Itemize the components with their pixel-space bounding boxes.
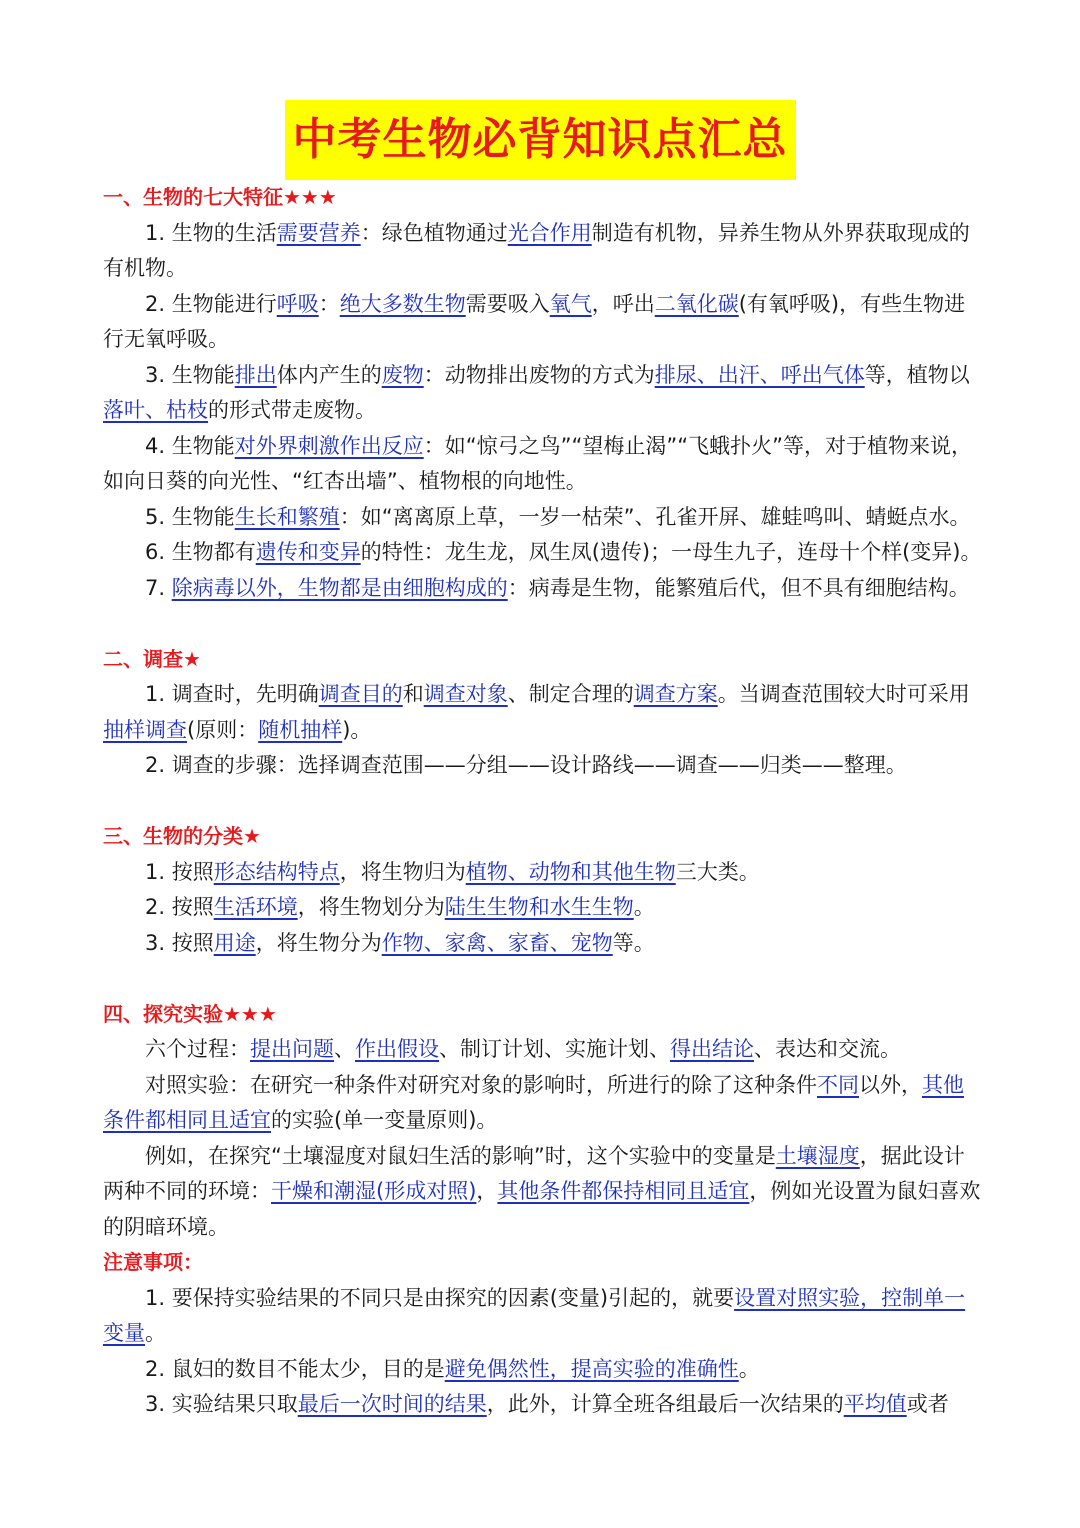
paragraph — [103, 429, 983, 500]
text-segment: ，例如光设置为鼠妇喜欢的阴暗环境。 — [103, 1179, 981, 1239]
text-segment: 和 — [402, 682, 424, 706]
key-term: 作物、家禽、家畜、宠物 — [381, 930, 613, 955]
text-segment: ，此外，计算全班各组最后一次结果的 — [486, 1392, 844, 1416]
section-gap — [103, 606, 983, 642]
text-segment: 3. 实验结果只取 — [145, 1392, 298, 1416]
key-term: 抽样调查 — [103, 717, 187, 742]
paragraph — [103, 855, 983, 891]
text-segment: 、表达和交流。 — [754, 1037, 901, 1061]
text-segment: 等，植物以 — [864, 362, 970, 387]
key-term: 呼吸 — [276, 291, 319, 316]
page-title: 中考生物必背知识点汇总 — [285, 100, 796, 180]
text-segment: 3. 按照 — [145, 930, 214, 955]
text-segment: 1. 按照 — [145, 859, 214, 884]
key-term: 排尿、出汗、呼出气体 — [654, 362, 865, 387]
text-segment: ，将生物分为 — [255, 930, 382, 955]
text-segment: 或者 — [906, 1392, 949, 1416]
text-segment: ， — [476, 1179, 498, 1203]
section-heading: 二、调查★ — [103, 646, 201, 671]
paragraph — [103, 1139, 983, 1246]
text-segment: )。 — [342, 717, 372, 742]
key-term: 陆生生物和水生生物 — [444, 895, 634, 919]
text-segment: 2. 按照 — [145, 895, 214, 919]
key-term: 用途 — [213, 930, 256, 955]
key-term: 作出假设 — [355, 1037, 439, 1061]
text-segment: 对照实验：在研究一种条件对研究对象的影响时，所进行的除了这种条件 — [145, 1072, 817, 1097]
text-segment: 。 — [145, 1321, 166, 1345]
paragraph — [103, 216, 983, 287]
key-term: 落叶、枯枝 — [103, 398, 208, 422]
section-gap — [103, 784, 983, 820]
text-segment: 。 — [738, 1356, 760, 1381]
section-heading: 一、生物的七大特征★★★ — [103, 185, 337, 209]
text-segment: 7. — [145, 575, 172, 600]
key-term: 避免偶然性，提高实验的准确性 — [444, 1356, 739, 1381]
key-term: 废物 — [381, 362, 424, 387]
text-segment: 6. 生物都有 — [145, 540, 256, 564]
text-segment: 的形式带走废物。 — [208, 398, 376, 422]
text-segment: ，呼出 — [591, 291, 655, 316]
text-segment: 等。 — [612, 930, 655, 955]
paragraph — [103, 1281, 983, 1352]
paragraph — [103, 358, 983, 429]
section-gap — [103, 961, 983, 997]
key-term: 干燥和潮湿(形成对照) — [271, 1179, 477, 1203]
key-term: 随机抽样 — [258, 717, 343, 742]
key-term: 绝大多数生物 — [339, 291, 466, 316]
text-segment: ：动物排出废物的方式为 — [423, 362, 655, 387]
text-segment: 三大类。 — [675, 859, 760, 884]
text-segment: 1. 生物的生活 — [145, 220, 277, 245]
text-segment: ：如“离离原上草，一岁一枯荣”、孔雀开屏、雄蛙鸣叫、蜻蜓点水。 — [339, 504, 971, 529]
text-segment: ：如“惊弓之鸟”“望梅止渴”“飞蛾扑火”等，对于植物来说，如向日葵的向光性、“红杏出墙”、植物根的向地性。 — [103, 433, 972, 493]
key-term: 得出结论 — [670, 1037, 754, 1061]
text-segment: 的实验(单一变量原则)。 — [271, 1108, 498, 1132]
key-term: 氧气 — [549, 291, 592, 316]
text-segment: (原则： — [187, 717, 259, 742]
key-term: 调查对象 — [423, 682, 508, 706]
key-term: 遗传和变异 — [255, 540, 361, 564]
paragraph — [103, 890, 983, 926]
text-segment: 2. 生物能进行 — [145, 291, 277, 316]
section-heading: 注意事项： — [103, 1250, 203, 1274]
key-term: 平均值 — [843, 1392, 907, 1416]
text-segment: 1. 要保持实验结果的不同只是由探究的因素(变量)引起的，就要 — [145, 1285, 735, 1310]
text-segment: 制造有机物，异养生物从外界获取现成的有机物。 — [103, 220, 970, 280]
title-wrap — [0, 100, 1080, 180]
paragraph — [103, 1068, 983, 1139]
key-term: 其他条件都相同且适宜 — [103, 1072, 964, 1132]
key-term: 排出 — [234, 362, 277, 387]
text-segment: 的特性：龙生龙，凤生凤(遗传)；一母生九子，连母十个样(变异)。 — [360, 540, 982, 564]
paragraph — [103, 571, 983, 607]
key-term: 光合作用 — [507, 220, 592, 245]
text-segment: 六个过程： — [145, 1037, 250, 1061]
key-term: 植物、动物和其他生物 — [465, 859, 676, 884]
paragraph — [103, 287, 983, 358]
text-segment: ：绿色植物通过 — [360, 220, 508, 245]
text-segment: 2. 调查的步骤：选择调查范围——分组——设计路线——调查——归类——整理。 — [145, 753, 907, 777]
key-term: 除病毒以外，生物都是由细胞构成的 — [171, 575, 508, 600]
key-term: 最后一次时间的结果 — [297, 1392, 487, 1416]
text-segment: ，将生物划分为 — [297, 895, 445, 919]
text-segment: 、 — [334, 1037, 355, 1061]
text-segment: 1. 调查时，先明确 — [145, 682, 319, 706]
key-term: 调查方案 — [633, 682, 718, 706]
text-segment: 例如，在探究“土壤湿度对鼠妇生活的影响”时，这个实验中的变量是 — [145, 1143, 776, 1168]
text-segment: ： — [318, 291, 340, 316]
paragraph — [103, 926, 983, 962]
key-term: 对外界刺激作出反应 — [234, 433, 424, 458]
paragraph — [103, 500, 983, 536]
key-term: 生长和繁殖 — [234, 504, 340, 529]
paragraph — [103, 535, 983, 571]
paragraph — [103, 1032, 983, 1068]
key-term: 土壤湿度 — [775, 1143, 860, 1168]
text-segment: 以外， — [859, 1072, 922, 1097]
key-term: 设置对照实验，控制单一变量 — [103, 1285, 966, 1345]
key-term: 其他条件都保持相同且适宜 — [497, 1179, 750, 1203]
key-term: 调查目的 — [318, 682, 403, 706]
text-segment: 、制订计划、实施计划、 — [439, 1037, 670, 1061]
text-segment: ，将生物归为 — [339, 859, 466, 884]
section-heading: 三、生物的分类★ — [103, 824, 261, 848]
key-term: 需要营养 — [276, 220, 361, 245]
key-term: 二氧化碳 — [654, 291, 739, 316]
text-segment: 。当调查范围较大时可采用 — [717, 682, 970, 706]
text-segment: (有氧呼吸)，有些生物进行无氧呼吸。 — [103, 291, 966, 351]
paragraph — [103, 748, 983, 784]
text-segment: 体内产生的 — [276, 362, 382, 387]
document-body — [103, 180, 983, 1423]
text-segment: 5. 生物能 — [145, 504, 235, 529]
text-segment: ：病毒是生物，能繁殖后代，但不具有细胞结构。 — [507, 575, 970, 600]
text-segment: 2. 鼠妇的数目不能太少，目的是 — [145, 1356, 445, 1381]
text-segment: 。 — [633, 895, 655, 919]
text-segment: 3. 生物能 — [145, 362, 235, 387]
section-heading: 四、探究实验★★★ — [103, 1001, 277, 1026]
key-term: 形态结构特点 — [213, 859, 340, 884]
text-segment: 需要吸入 — [465, 291, 550, 316]
paragraph — [103, 1387, 983, 1423]
paragraph — [103, 677, 983, 748]
paragraph — [103, 1352, 983, 1388]
text-segment: 4. 生物能 — [145, 433, 235, 458]
text-segment: 、制定合理的 — [507, 682, 634, 706]
key-term: 不同 — [817, 1072, 859, 1097]
key-term: 生活环境 — [213, 895, 298, 919]
text-segment: ，据此设计两种不同的环境： — [103, 1143, 965, 1203]
key-term: 提出问题 — [250, 1037, 334, 1061]
